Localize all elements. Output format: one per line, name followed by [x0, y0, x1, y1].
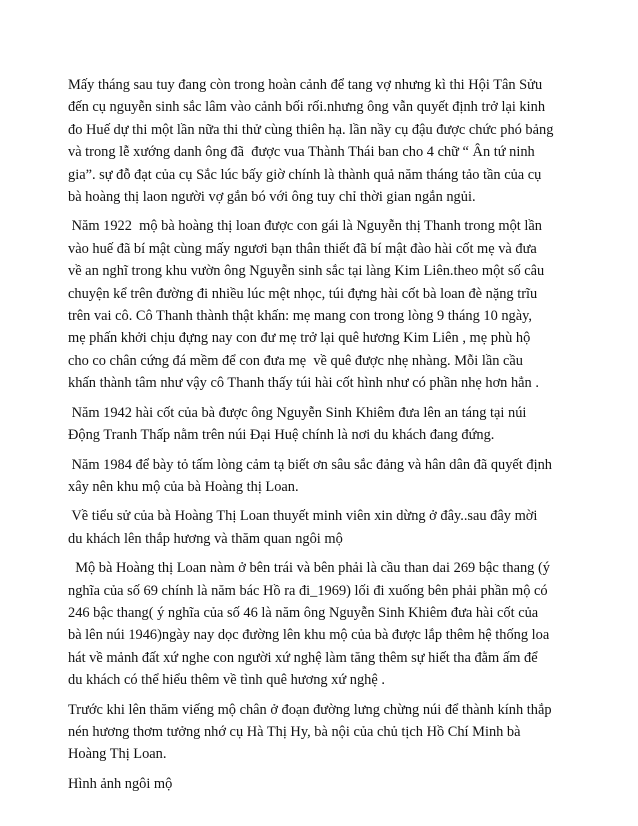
paragraph — [68, 74, 570, 208]
text-line: và trong lễ xướng danh ông đã được vua Thành Thái ban cho 4 chữ “ Ân tứ ninh — [68, 144, 535, 161]
text-line: cho co chân cứng đá mềm để con đưa mẹ về quê được nhẹ nhàng. Mỗi lần cầu — [68, 352, 523, 369]
paragraph — [68, 215, 570, 394]
text-line: Mấy tháng sau tuy đang còn trong hoàn cảnh để tang vợ nhưng kì thi Hội Tân Sửu — [68, 77, 543, 93]
text-line: chuyện kể trên đường đi nhiều lúc mệt nhọc, túi đựng hài cốt bà loan đè nặng trĩu — [68, 285, 538, 302]
text-line: về an nghĩ trong khu vườn ông Nguyễn sinh sắc tại làng Kim Liên.theo một số câu — [68, 263, 545, 280]
paragraph — [68, 699, 570, 766]
paragraph — [68, 505, 570, 550]
text-line: du khách lên thắp hương và thăm quan ngôi mộ — [68, 530, 343, 547]
text-line: Hình ảnh ngôi mộ — [68, 775, 173, 792]
paragraph — [68, 557, 570, 691]
text-line: Về tiểu sử của bà Hoàng Thị Loan thuyết minh viên xin dừng ở đây..sau đây mời — [68, 508, 538, 525]
text-line: Trước khi lên thăm viếng mộ chân ở đoạn đường lưng chừng núi để thành kính thắp — [68, 701, 552, 718]
text-line: Năm 1984 để bày tỏ tấm lòng cảm tạ biết ơn sâu sắc đảng và hân dân đã quyết định — [68, 456, 552, 473]
text-line: Năm 1922 mộ bà hoàng thị loan được con gái là Nguyễn thị Thanh trong một lần — [68, 218, 542, 235]
text-line: xây nên khu mộ của bà Hoàng thị Loan. — [68, 478, 299, 495]
text-line: Năm 1942 hài cốt của bà được ông Nguyễn Sinh Khiêm đưa lên an táng tại núi — [68, 404, 527, 421]
text-line: Mộ bà Hoàng thị Loan nàm ở bên trái và bên phải là cầu than dai 269 bậc thang (ý — [68, 560, 550, 577]
text-line: khấn thành tâm như vậy cô Thanh thấy túi hài cốt hình như có phần nhẹ hơn hẳn . — [68, 375, 539, 392]
paragraph — [68, 402, 570, 447]
text-line: Hoàng Thị Loan. — [68, 746, 167, 763]
text-line: bà lên núi 1946)ngày nay dọc đường lên khu mộ của bà được lắp thêm hệ thống loa — [68, 627, 550, 644]
paragraph — [68, 773, 570, 795]
text-line: Động Tranh Thấp nằm trên núi Đại Huệ chính là nơi du khách đang đứng. — [68, 427, 495, 444]
text-line: vào huế đã bí mật cùng mấy ngươi bạn thân thiết đã bí mật đào hài cốt mẹ và đưa — [68, 240, 537, 257]
text-line: nén hương thơm tưởng nhớ cụ Hà Thị Hy, bà nội của chủ tịch Hồ Chí Minh bà — [68, 723, 521, 740]
text-line: đến cụ nguyễn sinh sắc lâm vào cảnh bối rối.nhưng ông vẫn quyết định trở lại kinh — [68, 99, 546, 116]
text-line: du khách có thể hiểu thêm về tình quê hương xứ nghệ . — [68, 672, 385, 689]
text-line: bà hoàng thị laon người vợ gắn bó với ông tuy chỉ thời gian ngắn ngủi. — [68, 189, 476, 206]
text-line: trên vai cô. Cô Thanh thành thật khấn: mẹ mang con trong lòng 9 tháng 10 ngày, — [68, 308, 532, 325]
text-line: mẹ phấn khởi chịu đựng nay con đư mẹ trở lại quê hương Kim Liên , mẹ phù hộ — [68, 330, 531, 347]
text-line: nghĩa của số 69 chính là năm bác Hồ ra đi_1969) lối đi xuống bên phải phần mộ có — [68, 582, 548, 599]
paragraph — [68, 454, 570, 499]
text-line: 246 bậc thang( ý nghĩa của số 46 là năm ông Nguyễn Sinh Khiêm đưa hài cốt của — [68, 604, 539, 621]
text-line: gia”. sự đỗ đạt của cụ Sắc lúc bấy giờ chính là thành quả năm tháng tảo tần của cụ — [68, 166, 542, 183]
text-line: đo Huế dự thi một lần nữa thi thử cùng thiên hạ. lần nầy cụ đậu được chức phó bảng — [68, 121, 554, 138]
text-line: hát về mảnh đất xứ nghe con người xứ nghệ làm tăng thêm sự hiết tha đằm ấm để — [68, 649, 538, 666]
